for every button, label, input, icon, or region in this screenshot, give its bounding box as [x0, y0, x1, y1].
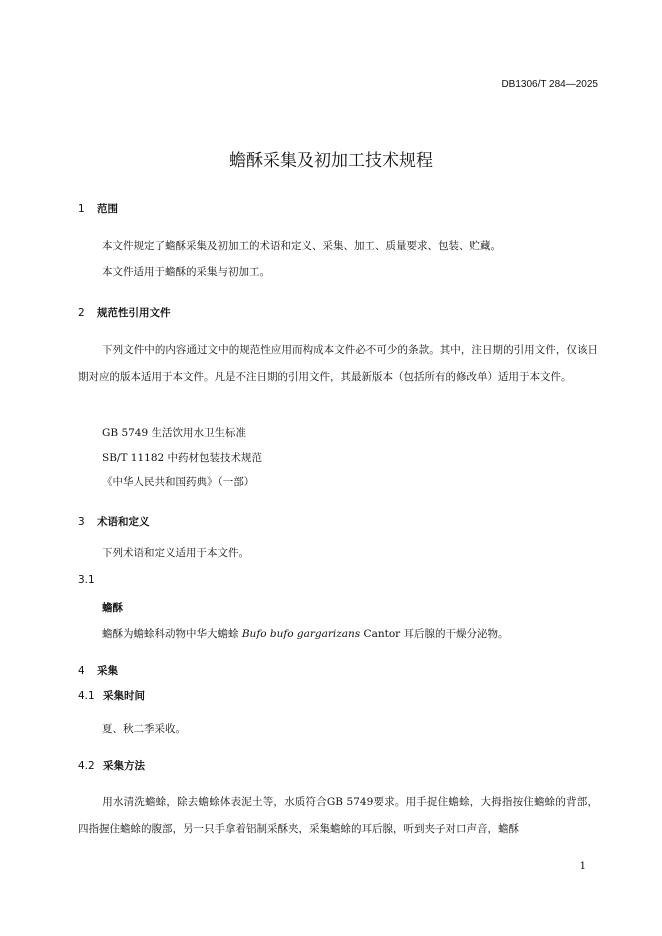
reference-item: 《中华人民共和国药典》（一部）	[102, 476, 255, 488]
definition-text: 蟾酥为蟾蜍科动物中华大蟾蜍	[102, 628, 242, 640]
term-number: 3.1	[78, 574, 95, 586]
definition-text: Cantor 耳后腺的干燥分泌物。	[360, 628, 509, 640]
section-4-heading	[78, 663, 118, 678]
paragraph-text: 用水清洗蟾蜍，除去蟾蜍体表泥土等，水质符合GB 5749要求。用手捉住蟾蜍，大拇指按住蟾蜍的背部，四指握住蟾蜍的腹部，另一只手拿着铝制采酥夹，采集蟾蜍的耳后腺，听到夹子对口声音，蟾酥	[78, 796, 598, 835]
section-number: 1	[78, 203, 85, 215]
section-2-paragraph	[78, 337, 598, 391]
subsection-title: 采集方法	[103, 760, 145, 772]
paragraph-text: 下列文件中的内容通过文中的规范性应用而构成本文件必不可少的条款。其中，注日期的引用文件，仅该日期对应的版本适用于本文件。凡是不注日期的引用文件，其最新版本（包括所有的修改单）适用于本文件。	[78, 344, 598, 383]
section-title: 术语和定义	[97, 516, 150, 528]
page-number: 1	[579, 861, 586, 872]
section-1-paragraph-2: 本文件适用于蟾酥的采集与初加工。	[102, 266, 270, 278]
section-1-heading	[78, 201, 118, 216]
document-id: DB1306/T 284—2025	[501, 79, 598, 90]
reference-item: SB/T 11182 中药材包装技术规范	[102, 452, 263, 464]
subsection-number: 4.2	[78, 760, 95, 772]
section-title: 范围	[97, 203, 118, 215]
section-title: 采集	[97, 665, 118, 677]
section-number: 3	[78, 516, 85, 528]
section-3-heading	[78, 514, 150, 529]
section-1-paragraph-1: 本文件规定了蟾酥采集及初加工的术语和定义、采集、加工、质量要求、包装、贮藏。	[102, 240, 501, 252]
subsection-4-2-heading	[78, 758, 145, 773]
term-name: 蟾酥	[102, 602, 123, 614]
section-3-intro: 下列术语和定义适用于本文件。	[102, 547, 249, 559]
subsection-4-1-text: 夏、秋二季采收。	[102, 723, 186, 735]
reference-item: GB 5749 生活饮用水卫生标准	[102, 427, 247, 439]
section-title: 规范性引用文件	[97, 307, 171, 319]
document-title: 蟾酥采集及初加工技术规程	[229, 151, 433, 171]
section-2-heading	[78, 305, 171, 320]
subsection-number: 4.1	[78, 690, 95, 702]
subsection-title: 采集时间	[103, 690, 145, 702]
section-number: 4	[78, 665, 85, 677]
latin-name: Bufo bufo gargarizans	[241, 628, 361, 640]
section-number: 2	[78, 307, 85, 319]
term-definition	[102, 627, 509, 641]
subsection-4-1-heading	[78, 688, 145, 703]
subsection-4-2-paragraph	[78, 789, 598, 843]
